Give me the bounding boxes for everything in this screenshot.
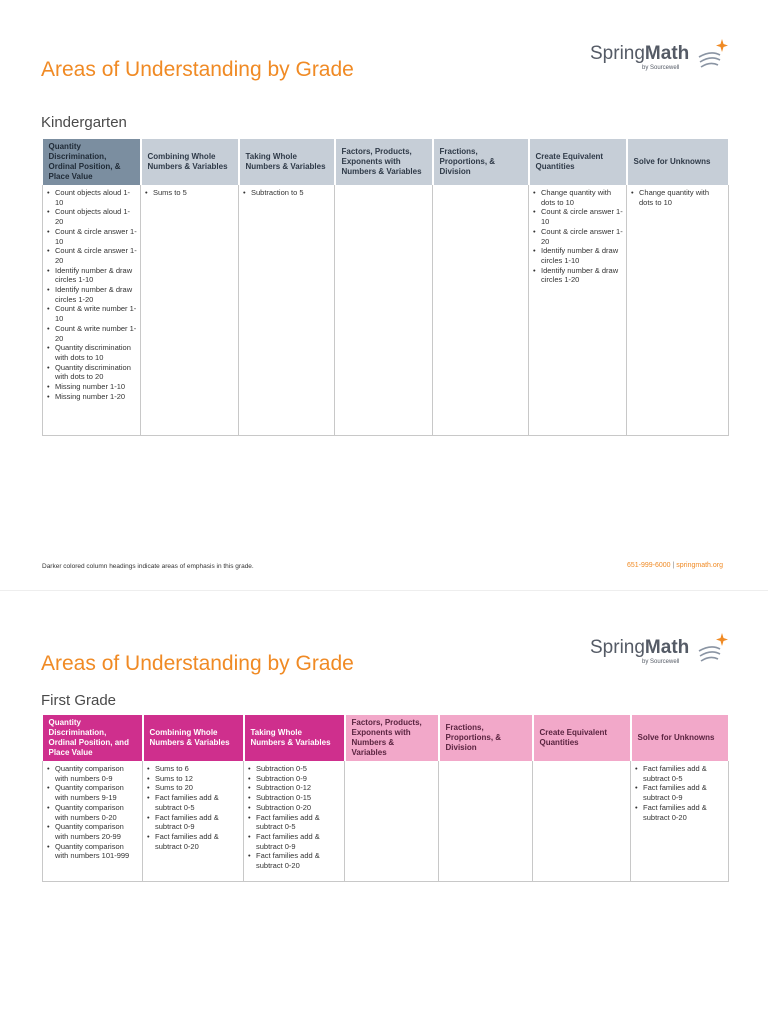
list-item: • Missing number 1-10 — [46, 382, 137, 392]
list-item: • Change quantity with dots to 10 — [532, 188, 623, 207]
list-item: • Subtraction 0-20 — [247, 803, 341, 813]
page-title: Areas of Understanding by Grade — [41, 58, 354, 81]
skill-list — [46, 188, 137, 401]
list-item: • Identify number & draw circles 1-10 — [46, 266, 137, 285]
list-item: • Sums to 20 — [146, 783, 240, 793]
list-item: • Sums to 5 — [144, 188, 235, 198]
list-item: • Fact families add & subtract 0-9 — [634, 783, 725, 802]
list-item: • Fact families add & subtract 0-5 — [247, 813, 341, 832]
springmath-logo — [590, 43, 730, 83]
list-item: • Count objects aloud 1-10 — [46, 188, 137, 207]
logo-text-bold: Math — [644, 637, 690, 658]
skill-list — [46, 764, 139, 861]
list-item: • Change quantity with dots to 10 — [630, 188, 725, 207]
table-row — [43, 761, 729, 881]
logo-subtitle: by Sourcewell — [642, 659, 680, 665]
website-link[interactable]: springmath.org — [676, 562, 723, 569]
logo-text-bold: Math — [644, 43, 690, 64]
list-item: • Quantity discrimination with dots to 20 — [46, 363, 137, 382]
skill-list — [532, 188, 623, 285]
column-header-solve-for-unknowns: Solve for Unknowns — [627, 139, 729, 185]
list-item: • Count & circle answer 1-10 — [532, 207, 623, 226]
list-item: • Quantity discrimination with dots to 10 — [46, 343, 137, 362]
logo-text-light: Spring — [590, 43, 645, 64]
column-header-combining-whole-numbers-variables: Combining Whole Numbers & Variables — [143, 715, 244, 761]
table-header-row — [43, 139, 729, 185]
column-header-quantity-discrimination-ordinal-position-place-value: Quantity Discrimination, Ordinal Position, & Place Value — [43, 139, 141, 185]
list-item: • Count & write number 1-10 — [46, 304, 137, 323]
column-header-fractions-proportions-division: Fractions, Proportions, & Division — [439, 715, 533, 761]
column-header-factors-products-exponents-with-numbers-variables: Factors, Products, Exponents with Numbers & Variables — [345, 715, 439, 761]
table-cell — [239, 185, 335, 435]
table-cell — [433, 185, 529, 435]
phone-number: 651-999-6000 — [626, 562, 671, 569]
table-cell — [631, 761, 729, 881]
list-item: • Quantity comparison with numbers 0-20 — [46, 803, 139, 822]
list-item: • Fact families add & subtract 0-20 — [634, 803, 725, 822]
list-item: • Fact families add & subtract 0-5 — [146, 793, 240, 812]
list-item: • Fact families add & subtract 0-20 — [247, 851, 341, 870]
table-cell — [43, 761, 143, 881]
contact-separator: | — [672, 562, 675, 569]
list-item: • Count & circle answer 1-20 — [46, 246, 137, 265]
spring-swirl-icon — [696, 37, 730, 73]
column-header-create-equivalent-quantities: Create Equivalent Quantities — [529, 139, 627, 185]
table-cell — [244, 761, 345, 881]
list-item: • Quantity comparison with numbers 9-19 — [46, 783, 139, 802]
grade-heading: Kindergarten — [41, 114, 127, 131]
list-item: • Count & circle answer 1-20 — [532, 227, 623, 246]
list-item: • Missing number 1-20 — [46, 392, 137, 402]
column-header-combining-whole-numbers-variables: Combining Whole Numbers & Variables — [141, 139, 239, 185]
skill-list — [144, 188, 235, 198]
kindergarten-table — [42, 139, 730, 436]
list-item: • Identify number & draw circles 1-20 — [532, 266, 623, 285]
table-cell — [627, 185, 729, 435]
column-header-create-equivalent-quantities: Create Equivalent Quantities — [533, 715, 631, 761]
contact-info — [627, 562, 723, 569]
column-header-solve-for-unknowns: Solve for Unknowns — [631, 715, 729, 761]
skill-list — [634, 764, 725, 822]
list-item: • Sums to 6 — [146, 764, 240, 774]
grade-heading: First Grade — [41, 692, 117, 709]
column-header-quantity-discrimination-ordinal-position-and-place-value: Quantity Discrimination, Ordinal Position, and Place Value — [43, 715, 143, 761]
column-header-taking-whole-numbers-variables: Taking Whole Numbers & Variables — [244, 715, 345, 761]
logo-text-light: Spring — [590, 637, 645, 658]
list-item: • Quantity comparison with numbers 20-99 — [46, 822, 139, 841]
table-cell — [141, 185, 239, 435]
skill-list — [247, 764, 341, 871]
logo-subtitle: by Sourcewell — [642, 65, 680, 71]
column-header-taking-whole-numbers-variables: Taking Whole Numbers & Variables — [239, 139, 335, 185]
list-item: • Subtraction to 5 — [242, 188, 331, 198]
table-cell — [439, 761, 533, 881]
list-item: • Fact families add & subtract 0-9 — [146, 813, 240, 832]
list-item: • Count objects aloud 1-20 — [46, 207, 137, 226]
table-cell — [529, 185, 627, 435]
list-item: • Quantity comparison with numbers 0-9 — [46, 764, 139, 783]
spring-swirl-icon — [696, 631, 730, 667]
list-item: • Quantity comparison with numbers 101-999 — [46, 842, 139, 861]
list-item: • Subtraction 0-9 — [247, 774, 341, 784]
list-item: • Identify number & draw circles 1-10 — [532, 246, 623, 265]
skill-list — [630, 188, 725, 207]
table-cell — [143, 761, 244, 881]
list-item: • Subtraction 0-15 — [247, 793, 341, 803]
first-grade-table — [42, 715, 730, 882]
table-cell — [335, 185, 433, 435]
page-first-grade — [0, 590, 768, 1025]
table-cell — [345, 761, 439, 881]
page-title: Areas of Understanding by Grade — [41, 652, 354, 675]
list-item: • Fact families add & subtract 0-5 — [634, 764, 725, 783]
list-item: • Identify number & draw circles 1-20 — [46, 285, 137, 304]
footnote: Darker colored column headings indicate areas of emphasis in this grade. — [42, 563, 254, 570]
list-item: • Subtraction 0-5 — [247, 764, 341, 774]
list-item: • Fact families add & subtract 0-9 — [247, 832, 341, 851]
skill-list — [242, 188, 331, 198]
table-row — [43, 185, 729, 435]
column-header-fractions-proportions-division: Fractions, Proportions, & Division — [433, 139, 529, 185]
table-cell — [43, 185, 141, 435]
skill-list — [146, 764, 240, 851]
list-item: • Count & circle answer 1-10 — [46, 227, 137, 246]
list-item: • Subtraction 0-12 — [247, 783, 341, 793]
list-item: • Count & write number 1-20 — [46, 324, 137, 343]
springmath-logo — [590, 637, 730, 677]
list-item: • Sums to 12 — [146, 774, 240, 784]
column-header-factors-products-exponents-with-numbers-variables: Factors, Products, Exponents with Numbers & Variables — [335, 139, 433, 185]
table-cell — [533, 761, 631, 881]
list-item: • Fact families add & subtract 0-20 — [146, 832, 240, 851]
table-header-row — [43, 715, 729, 761]
